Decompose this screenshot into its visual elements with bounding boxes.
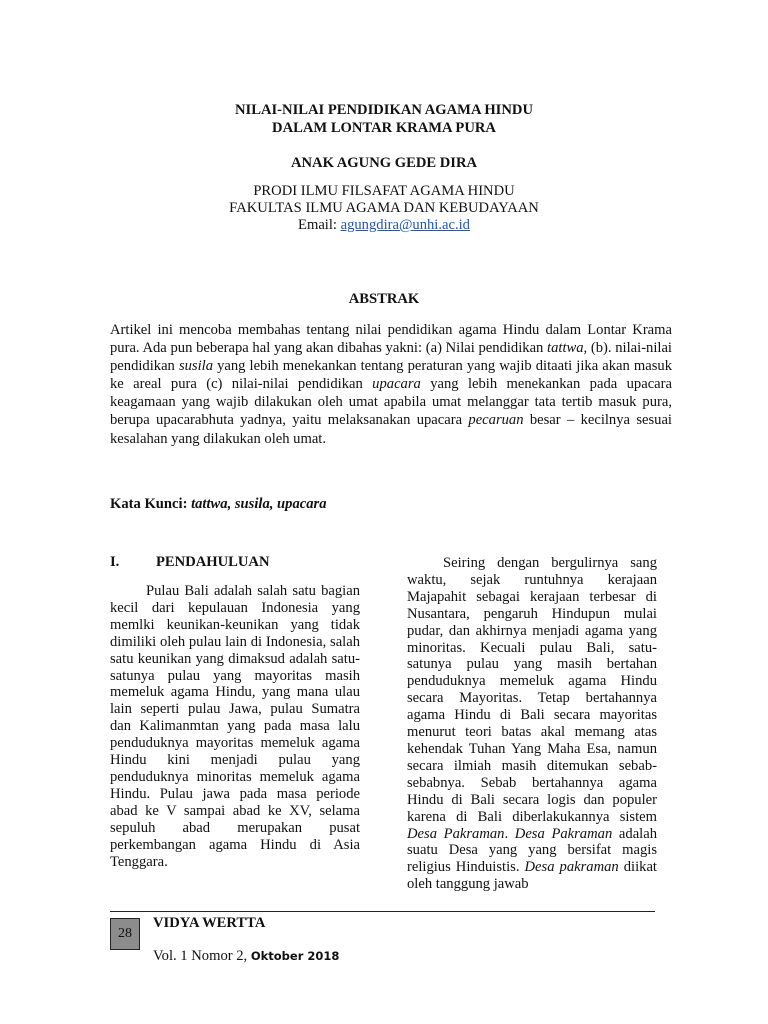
- keywords-label: Kata Kunci:: [110, 496, 192, 512]
- issue-date: Oktober 2018: [250, 949, 340, 963]
- title-line-1: NILAI-NILAI PENDIDIKAN AGAMA HINDU: [235, 102, 533, 118]
- right-italic-term: Desa pakraman: [524, 859, 619, 876]
- abstract-heading: ABSTRAK: [348, 291, 420, 307]
- email-link[interactable]: agungdira@unhi.ac.id: [340, 217, 470, 233]
- keywords-value: tattwa, susila, upacara: [191, 496, 327, 512]
- abstract-italic-term: tattwa,: [547, 340, 588, 357]
- section-number: I.: [110, 554, 120, 570]
- abstract-body: [110, 321, 672, 448]
- abstract-italic-term: upacara: [372, 376, 421, 393]
- abstract-text: besar – kecilnya sesuai kesalahan yang dilakukan oleh umat.: [110, 412, 672, 447]
- right-column: [407, 555, 657, 893]
- right-paragraph: [407, 555, 657, 893]
- right-text: Seiring dengan bergulirnya sang waktu, sejak runtuhnya kerajaan Majapahit sebagai kerajaan terbesar di Nusantara, pengaruh Hindupun mulai pudar, dan akhirnya menjadi agama yang minoritas. Kecuali pulau Bali, satu-satunya pulau yang masih bertahan penduduknya memeluk agama Hindu secara Mayoritas. Tetap bertahannya agama Hindu di Bali secara mayoritas menurut teori batas akal memang atas kehendak Tuhan Yang Maha Esa, namun secara ilmiah masih ditemukan sebab-sebabnya. Sebab bertahannya agama Hindu di Bali secara logis dan populer karena di Bali diberlakukannya sistem: [407, 555, 657, 825]
- right-italic-term: Desa Pakraman: [407, 825, 505, 842]
- right-italic-term: Desa Pakraman: [514, 825, 613, 842]
- left-paragraph: Pulau Bali adalah salah satu bagian kecil dari kepulauan Indonesia yang memlki keunikan-keunikan yang tidak dimiliki oleh pulau lain di Indonesia, salah satu keunikan yang dimaksud adalah satu-satunya pulau yang mayoritas masih memeluk agama Hindu, yang mana ulau lain seperti pulau Jawa, pulau Sumatra dan Kalimanmtan yang pada masa lalu penduduknya mayoritas memeluk agama Hindu kini menjadi pulau yang penduduknya minoritas memeluk agama Hindu. Pulau jawa pada masa periode abad ke V sampai abad ke XV, selama sepuluh abad merupakan pusat perkembangan agama Hindu di Asia Tenggara.: [110, 583, 360, 870]
- right-text: adalah suatu Desa yang yang bersifat magis religius Hinduistis.: [407, 825, 657, 876]
- abstract-text: yang lebih menekankan pada upacara keagamaan yang wajib dilakukan oleh umat apabila umat melanggar tata tertib masuk pura, berupa upacarabhuta yadnya, yaitu melaksanakan upacara: [110, 376, 672, 429]
- affiliation: [0, 183, 768, 234]
- email-line: [0, 217, 768, 234]
- abstract-text: Artikel ini mencoba membahas tentang nilai pendidikan agama Hindu dalam Lontar Krama pura. Ada pun beberapa hal yang akan dibahas yakni: (a) Nilai pendidikan: [110, 322, 672, 357]
- left-column: [110, 583, 360, 870]
- abstract-text: (b). nilai-nilai pendidikan: [110, 340, 672, 375]
- page-number: 28: [110, 918, 140, 950]
- volume-info: [153, 948, 339, 965]
- keywords: [110, 496, 327, 513]
- right-text: diikat oleh tanggung jawab: [407, 859, 657, 893]
- paper-title: [0, 101, 768, 137]
- journal-name: VIDYA WERTTA: [153, 915, 266, 931]
- affiliation-line-2: FAKULTAS ILMU AGAMA DAN KEBUDAYAAN: [229, 200, 539, 216]
- abstract-text: yang lebih menekankan tentang peraturan yang wajib ditaati jika akan masuk ke areal pura (c) nilai-nilai pendidikan: [110, 358, 672, 393]
- abstract-italic-term: pecaruan: [468, 412, 524, 429]
- section-heading: [110, 554, 270, 571]
- footer-rule: [110, 911, 655, 912]
- volume-text: Vol. 1 Nomor 2,: [153, 948, 251, 964]
- author-name: ANAK AGUNG GEDE DIRA: [290, 155, 478, 171]
- affiliation-line-1: PRODI ILMU FILSAFAT AGAMA HINDU: [253, 183, 515, 199]
- abstract-italic-term: susila: [178, 358, 213, 375]
- section-title: PENDAHULUAN: [156, 554, 270, 570]
- title-line-2: DALAM LONTAR KRAMA PURA: [272, 120, 496, 136]
- email-label: Email:: [298, 217, 341, 233]
- right-text: .: [504, 825, 515, 842]
